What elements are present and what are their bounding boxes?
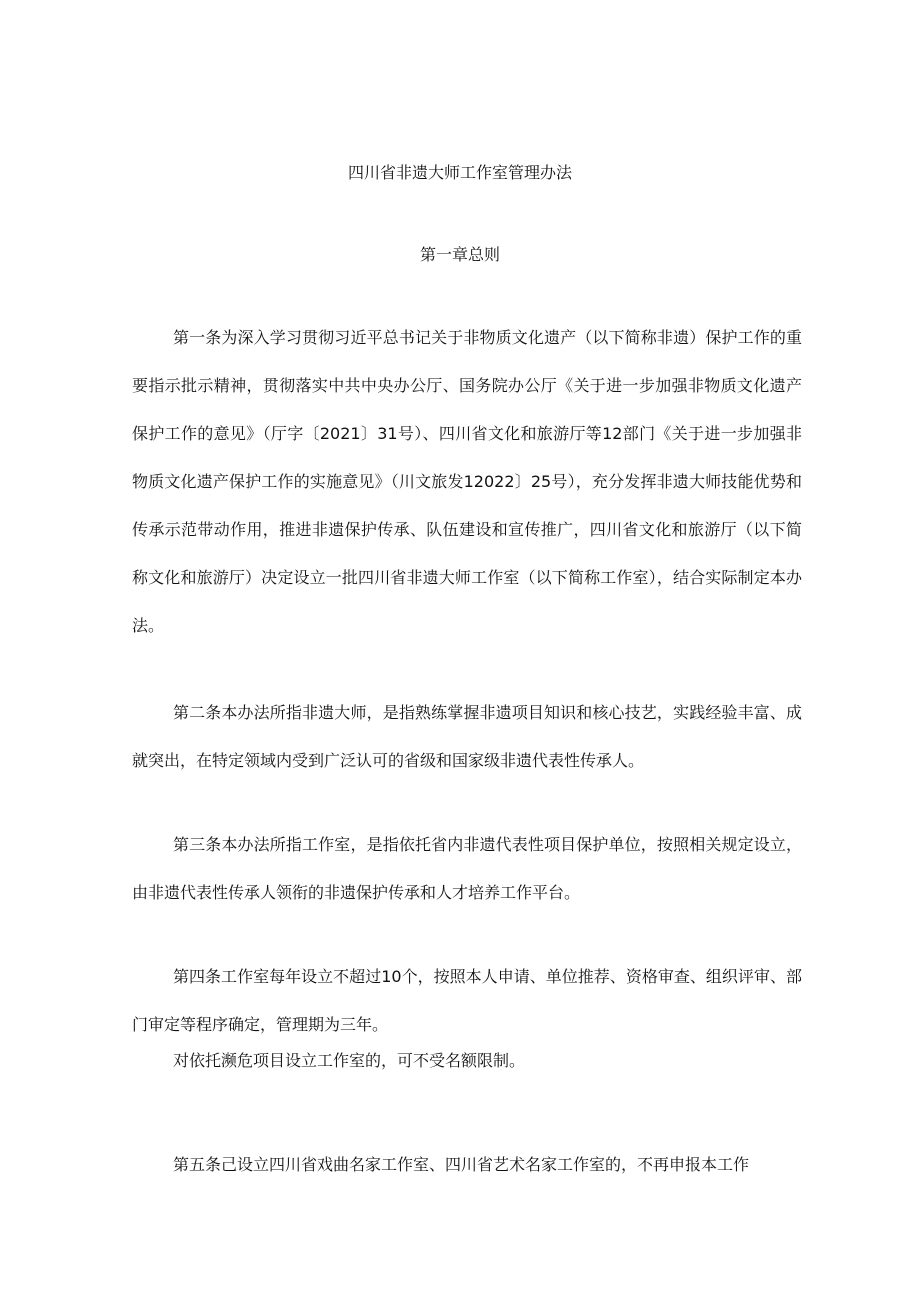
article-2-paragraph: 第二条本办法所指非遗大师，是指熟练掌握非遗项目知识和核心技艺，实践经验丰富、成就突出，在特定领域内受到广泛认可的省级和国家级非遗代表性传承人。 xyxy=(132,703,802,770)
article-1-paragraph: 第一条为深入学习贯彻习近平总书记关于非物质文化遗产（以下简称非遗）保护工作的重要指示批示精神，贯彻落实中共中央办公厅、国务院办公厅《关于进一步加强非物质文化遗产保护工作的意见》（厅字〔2021〕31号）、四川省文化和旅游厅等12部门《关于进一步加强非物质文化遗产保护工作的实施意见》（川文旅发12022〕25号），充分发挥非遗大师技能优势和传承示范带动作用，推进非遗保护传承、队伍建设和宣传推广，四川省文化和旅游厅（以下简称文化和旅游厅）决定设立一批四川省非遗大师工作室（以下简称工作室），结合实际制定本办法。 xyxy=(132,328,802,635)
chapter-heading: 第一章总则 xyxy=(419,245,500,264)
article-4-paragraph: 第四条工作室每年设立不超过10个，按照本人申请、单位推荐、资格审查、组织评审、部门审定等程序确定，管理期为三年。 xyxy=(132,967,802,1034)
document-title: 四川省非遗大师工作室管理办法 xyxy=(347,163,572,182)
article-4-note-paragraph: 对依托濒危项目设立工作室的，可不受名额限制。 xyxy=(173,1051,526,1070)
article-3-paragraph: 第三条本办法所指工作室，是指依托省内非遗代表性项目保护单位，按照相关规定设立，由非遗代表性传承人领衔的非遗保护传承和人才培养工作平台。 xyxy=(132,835,802,902)
article-5-paragraph: 第五条己设立四川省戏曲名家工作室、四川省艺术名家工作室的，不再申报本工作 xyxy=(173,1155,750,1174)
